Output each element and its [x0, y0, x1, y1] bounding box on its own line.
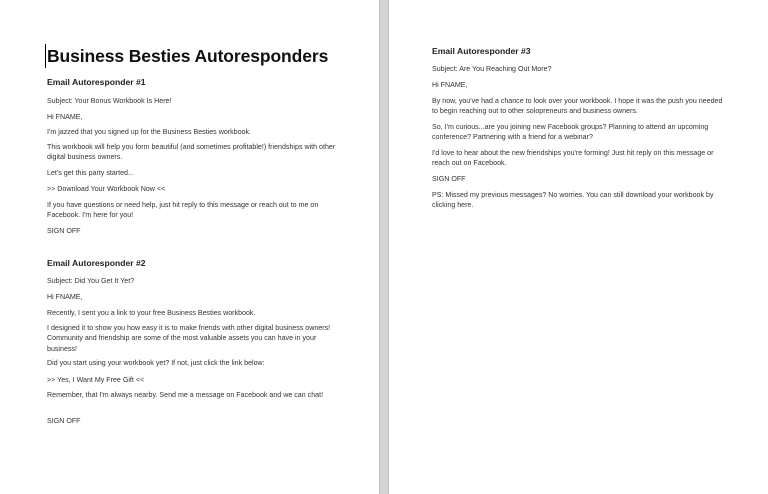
email-2-subject: Subject: Did You Get It Yet? — [47, 277, 135, 285]
text-cursor — [45, 44, 46, 68]
email-1-paragraph: I'm jazzed that you signed up for the Business Besties workbook. — [47, 128, 252, 136]
email-2-paragraph: I designed it to show you how easy it is to make friends with other digital business owners! Community and friendship are some of the most valuable assets you can have in your business! — [47, 324, 331, 353]
email-2-gift-link[interactable]: >> Yes, I Want My Free Gift << — [47, 376, 145, 384]
email-3-subject: Subject: Are You Reaching Out More? — [432, 65, 552, 73]
email-3-paragraph: By now, you've had a chance to look over your workbook. I hope it was the push you needed to begin reaching out to other solopreneurs and business owners. — [432, 97, 723, 116]
email-1-paragraph: If you have questions or need help, just hit reply to this message or reach out to me on Facebook. I'm here for you! — [47, 201, 319, 220]
email-2-paragraph: Recently, I sent you a link to your free Business Besties workbook. — [47, 309, 256, 317]
email-1-download-link[interactable]: >> Download Your Workbook Now << — [47, 185, 166, 193]
email-1-paragraph: This workbook will help you form beautiful (and sometimes profitable!) friendships with other digital business owners. — [47, 143, 336, 162]
email-3-postscript: PS: Missed my previous messages? No worries. You can still download your workbook by clicking here. — [432, 191, 714, 210]
document-title: Business Besties Autoresponders — [47, 46, 329, 66]
email-3-paragraph: So, I'm curious...are you joining new Facebook groups? Planning to attend an upcoming conference? Partnering with a friend for a webinar? — [432, 123, 709, 142]
email-1-sign-off: SIGN OFF — [47, 227, 81, 235]
email-2-paragraph: Remember, that I'm always nearby. Send me a message on Facebook and we can chat! — [47, 391, 324, 399]
email-1-paragraph: Let's get this party started... — [47, 169, 134, 177]
email-1-heading: Email Autoresponder #1 — [47, 77, 146, 87]
email-2-heading: Email Autoresponder #2 — [47, 258, 146, 268]
email-3-sign-off: SIGN OFF — [432, 175, 466, 183]
document-page-2 — [389, 0, 768, 494]
email-2-paragraph: Did you start using your workbook yet? If not, just click the link below: — [47, 359, 265, 367]
document-page-1 — [0, 0, 379, 494]
email-1-subject: Subject: Your Bonus Workbook Is Here! — [47, 97, 172, 105]
email-3-heading: Email Autoresponder #3 — [432, 46, 531, 56]
email-3-greeting: Hi FNAME, — [432, 81, 468, 89]
email-3-paragraph: I'd love to hear about the new friendships you're forming! Just hit reply on this message or reach out on Facebook. — [432, 149, 714, 168]
email-1-greeting: Hi FNAME, — [47, 113, 83, 121]
email-2-greeting: Hi FNAME, — [47, 293, 83, 301]
email-2-sign-off: SIGN OFF — [47, 417, 81, 425]
